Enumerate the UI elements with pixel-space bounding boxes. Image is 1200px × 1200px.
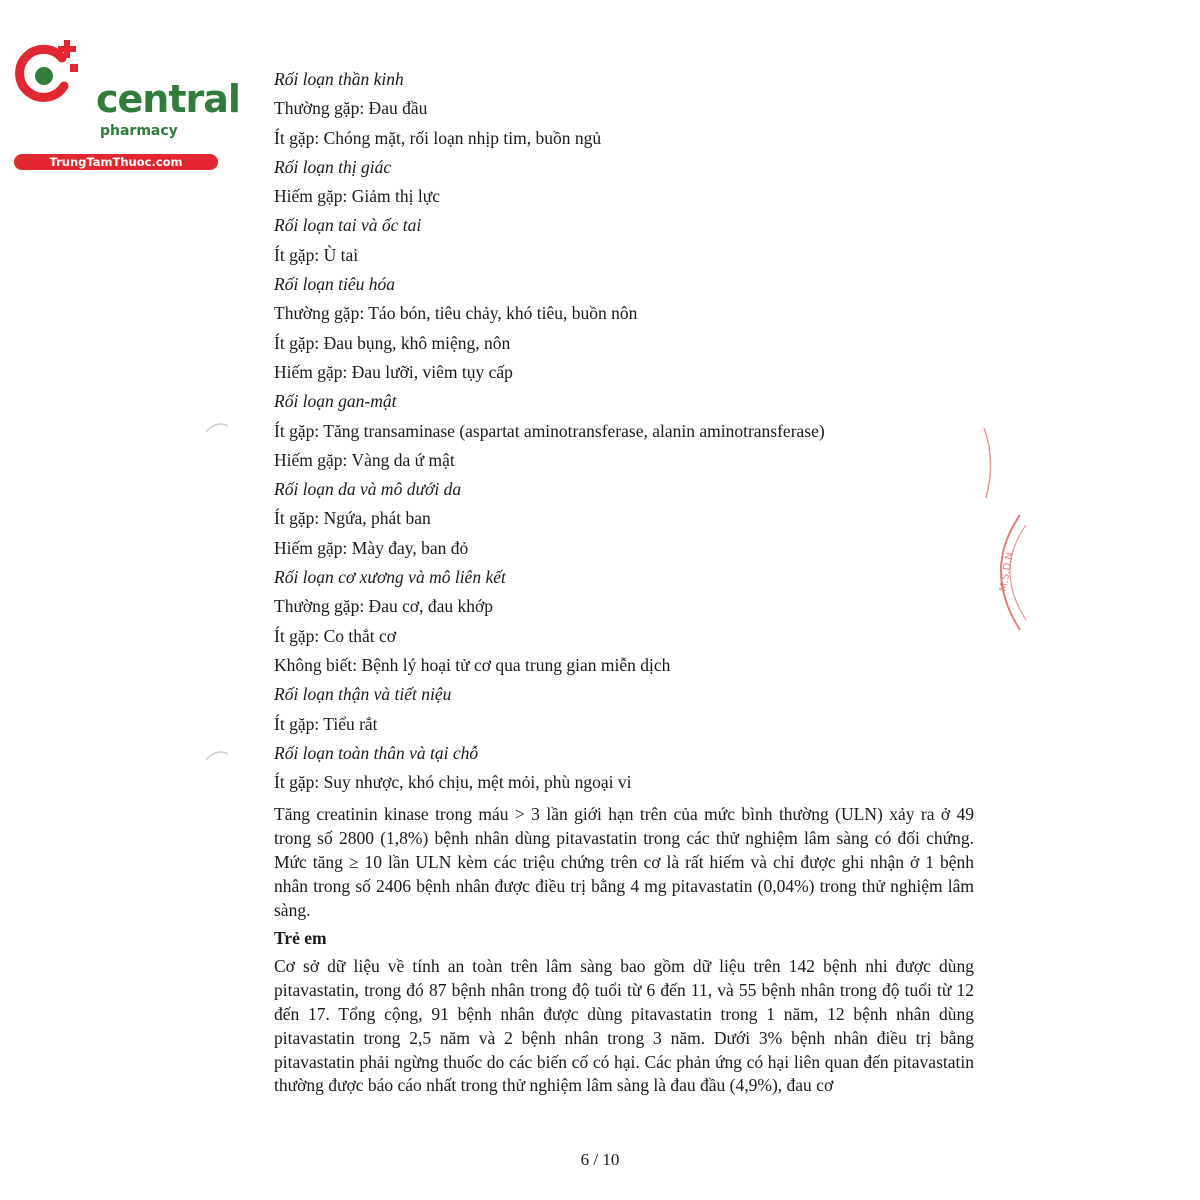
effect-line: Hiếm gặp: Vàng da ứ mật xyxy=(274,449,455,470)
paragraph-creatinine-kinase: Tăng creatinin kinase trong máu > 3 lần giới hạn trên của mức bình thường (ULN) xảy ra ở 49 trong số 2800 (1,8%) bệnh nhân dùng pitavastatin trong các thử nghiệm lâm sàng có đối chứng. Mức tăng ≥ 10 lần ULN kèm các triệu chứng trên cơ là rất hiếm và chỉ được ghi nhận ở 1 bệnh nhân trong số 2406 bệnh nhân được điều trị bằng 4 mg pitavastatin (0,04%) trong thử nghiệm lâm sàng. xyxy=(274,804,974,920)
effect-line: Hiếm gặp: Mày đay, ban đỏ xyxy=(274,537,469,558)
category-heading: Rối loạn tai và ốc tai xyxy=(274,215,422,236)
effect-line: Ít gặp: Co thắt cơ xyxy=(274,625,397,646)
effect-line: Ít gặp: Ngứa, phát ban xyxy=(274,508,431,529)
effect-line: Thường gặp: Táo bón, tiêu chảy, khó tiêu, buồn nôn xyxy=(274,303,638,324)
category-heading: Rối loạn da và mô dưới da xyxy=(274,479,462,500)
effect-line: Không biết: Bệnh lý hoại tử cơ qua trung gian miễn dịch xyxy=(274,654,671,675)
effect-line: Ít gặp: Tăng transaminase (aspartat aminotransferase, alanin aminotransferase) xyxy=(274,420,825,441)
paragraph-children-safety: Cơ sở dữ liệu về tính an toàn trên lâm sàng bao gồm dữ liệu trên 142 bệnh nhi được dùng pitavastatin, trong đó 87 bệnh nhân trong độ tuổi từ 6 đến 11, và 55 bệnh nhân trong độ tuổi từ 12 đến 17. Tổng cộng, 91 bệnh nhân được dùng pitavastatin trong 1 năm, 12 bệnh nhân dùng pitavastatin trong 2,5 năm và 2 bệnh nhân trong 3 năm. Dưới 3% bệnh nhân điều trị bằng pitavastatin phải ngừng thuốc do các biến cố có hại. Các phản ứng có hại liên quan đến pitavastatin thường được báo cáo nhất trong thử nghiệm lâm sàng là đau đầu (4,9%), đau cơ xyxy=(274,956,974,1096)
official-stamp-partial xyxy=(976,420,1026,640)
page-number: 6 / 10 xyxy=(580,1150,620,1169)
effect-line: Ít gặp: Ù tai xyxy=(274,244,359,265)
effect-line: Ít gặp: Đau bụng, khô miệng, nôn xyxy=(274,332,511,353)
category-heading: Rối loạn gan-mật xyxy=(274,391,397,412)
logo-url-text: TrungTamThuoc.com xyxy=(14,154,218,170)
central-pharmacy-logo xyxy=(10,36,240,169)
hole-punch-mark-top xyxy=(204,420,230,434)
category-heading: Rối loạn thần kinh xyxy=(274,69,404,89)
category-heading: Rối loạn tiêu hóa xyxy=(274,274,396,295)
section-heading-children: Trẻ em xyxy=(274,928,327,949)
category-heading: Rối loạn thị giác xyxy=(274,156,392,177)
category-heading: Rối loạn thận và tiết niệu xyxy=(274,684,452,705)
effect-line: Hiếm gặp: Giảm thị lực xyxy=(274,186,440,207)
effect-line: Thường gặp: Đau đầu xyxy=(274,98,428,119)
category-heading: Rối loạn toàn thân và tại chỗ xyxy=(274,742,479,763)
effect-line: Thường gặp: Đau cơ, đau khớp xyxy=(274,596,494,617)
effect-line: Hiếm gặp: Đau lưỡi, viêm tụy cấp xyxy=(274,361,513,382)
effect-line: Ít gặp: Suy nhược, khó chịu, mệt mỏi, phù ngoại vi xyxy=(274,772,632,793)
logo-brand-text: central xyxy=(96,77,240,121)
category-heading: Rối loạn cơ xương và mô liên kết xyxy=(274,567,506,588)
adverse-effects-list xyxy=(274,65,974,797)
hole-punch-mark-bottom xyxy=(204,748,230,762)
stamp-text: M.S.D.N xyxy=(998,551,1016,593)
document-body xyxy=(274,65,974,1098)
effect-line: Ít gặp: Chóng mặt, rối loạn nhịp tim, buồn ngủ xyxy=(274,127,602,148)
pharmacy-logo-icon xyxy=(10,40,82,106)
logo-sub-text: pharmacy xyxy=(100,123,178,139)
effect-line: Ít gặp: Tiểu rắt xyxy=(274,713,378,734)
